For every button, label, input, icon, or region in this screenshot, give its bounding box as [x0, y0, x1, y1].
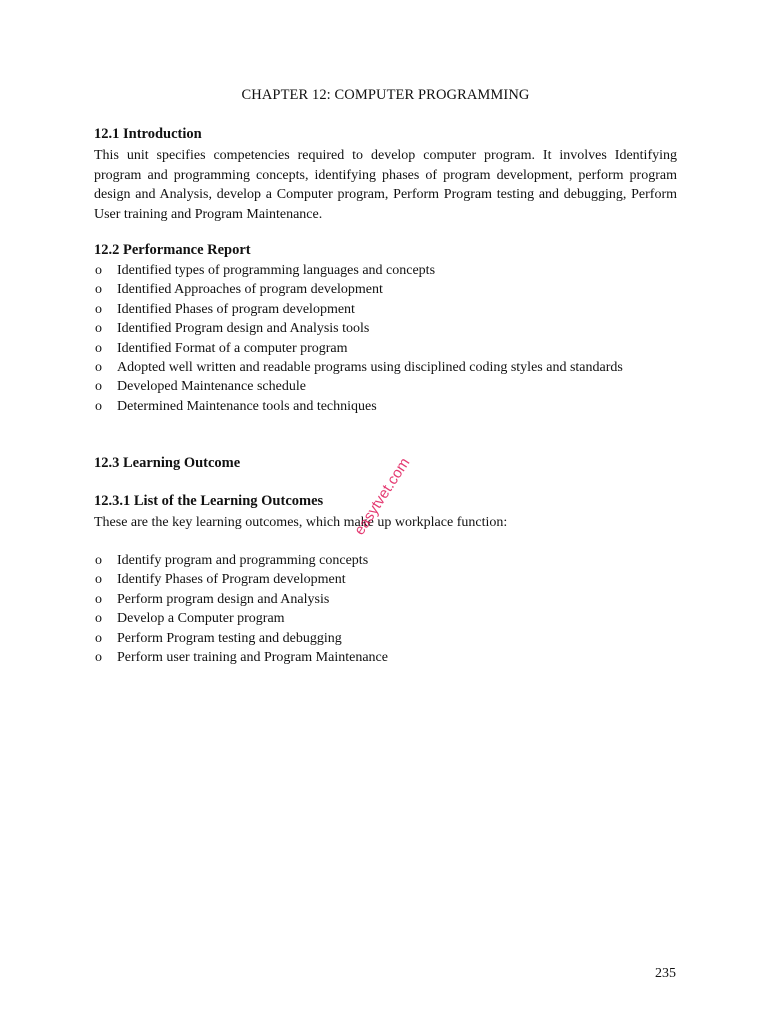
watermark: easytvet.com	[350, 454, 414, 539]
list-item	[94, 300, 677, 319]
bullet-marker: o	[95, 360, 102, 376]
list-item	[94, 648, 677, 667]
list-item-text: Develop a Computer program	[117, 611, 285, 627]
list-item-text: Identify program and programming concepts	[117, 553, 369, 568]
list-item	[94, 377, 677, 396]
list-item-text: Developed Maintenance schedule	[117, 379, 306, 395]
list-item	[94, 280, 677, 299]
list-item-text: Adopted well written and readable programs using disciplined coding styles and standards	[117, 360, 623, 376]
learning-outcomes-intro: These are the key learning outcomes, which make up workplace function:	[94, 515, 508, 530]
list-item	[94, 570, 677, 589]
document-page	[94, 0, 677, 1024]
list-item	[94, 261, 677, 280]
bullet-marker: o	[95, 591, 102, 607]
bullet-marker: o	[95, 630, 102, 646]
bullet-marker: o	[95, 301, 102, 317]
list-item-text: Identified Format of a computer program	[117, 340, 348, 356]
list-item	[94, 629, 677, 648]
bullet-marker: o	[95, 650, 102, 666]
list-item	[94, 339, 677, 358]
list-item-text: Perform program design and Analysis	[117, 591, 330, 607]
learning-outcomes-list	[94, 551, 677, 667]
list-item	[94, 609, 677, 628]
bullet-marker: o	[95, 282, 102, 298]
list-item-text: Identified types of programming languages and concepts	[117, 263, 436, 278]
list-item	[94, 358, 677, 377]
list-item	[94, 397, 677, 416]
section-heading-introduction: 12.1 Introduction	[94, 126, 202, 142]
list-item-text: Identified Program design and Analysis tools	[117, 321, 370, 337]
introduction-paragraph: This unit specifies competencies required to develop computer program. It involves Identifying program and programming concepts, identifying phases of program development, perform program design and Analysis, develop a Computer program, Perform Program testing and debugging, Perform User training and Program Maintenance.	[94, 148, 677, 222]
bullet-marker: o	[95, 379, 102, 395]
list-item	[94, 319, 677, 338]
list-item-text: Determined Maintenance tools and techniques	[117, 398, 377, 414]
bullet-marker: o	[95, 572, 102, 588]
bullet-marker: o	[95, 340, 102, 356]
section-heading-performance-report: 12.2 Performance Report	[94, 242, 251, 258]
list-item-text: Perform user training and Program Maintenance	[117, 650, 388, 666]
section-heading-learning-outcomes-list: 12.3.1 List of the Learning Outcomes	[94, 493, 324, 509]
bullet-marker: o	[95, 398, 102, 414]
list-item	[94, 590, 677, 609]
page-number: 235	[655, 966, 676, 981]
chapter-title: CHAPTER 12: COMPUTER PROGRAMMING	[241, 87, 530, 103]
bullet-marker: o	[95, 321, 102, 337]
list-item-text: Perform Program testing and debugging	[117, 630, 342, 646]
bullet-marker: o	[95, 553, 102, 568]
section-heading-learning-outcome: 12.3 Learning Outcome	[94, 455, 241, 471]
list-item	[94, 551, 677, 570]
bullet-marker: o	[95, 611, 102, 627]
bullet-marker: o	[95, 263, 102, 278]
list-item-text: Identified Approaches of program development	[117, 282, 383, 298]
performance-report-list	[94, 261, 677, 416]
list-item-text: Identified Phases of program development	[117, 301, 355, 317]
list-item-text: Identify Phases of Program development	[117, 572, 346, 588]
